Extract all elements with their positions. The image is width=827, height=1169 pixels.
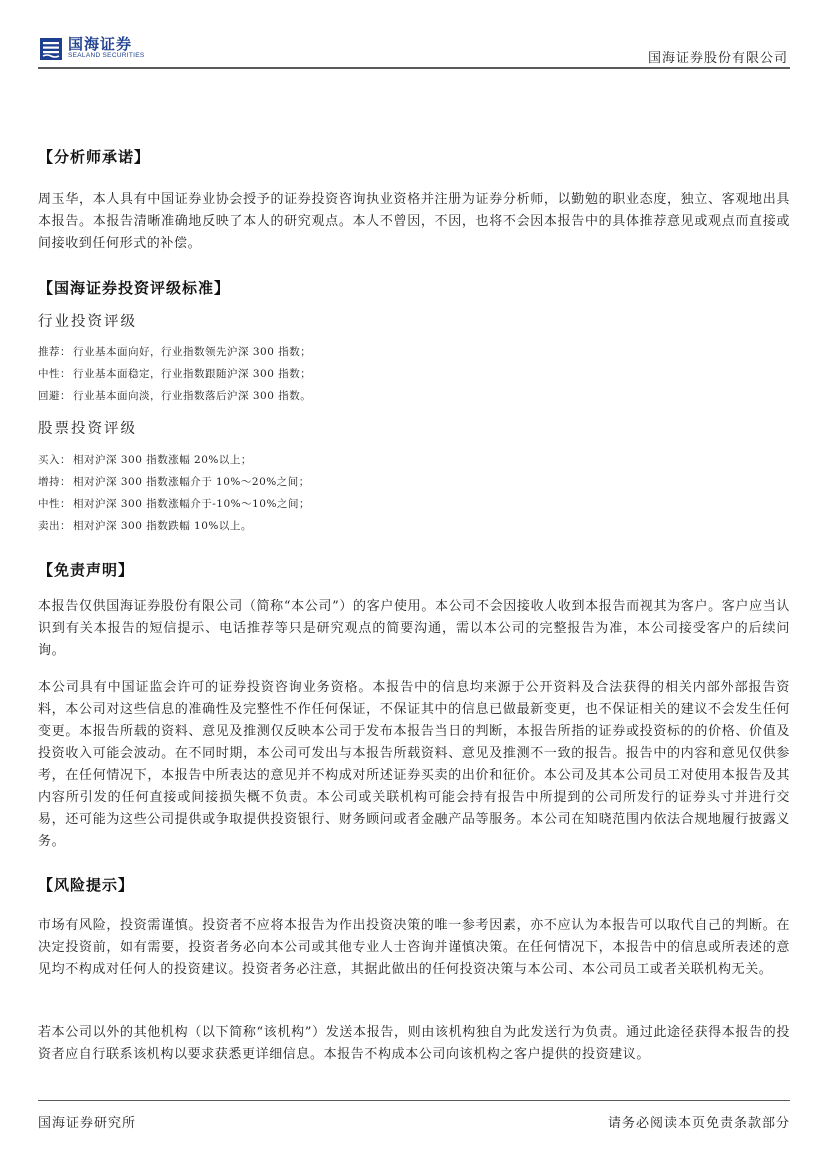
footer-divider — [38, 1100, 790, 1101]
stock-rating-item — [38, 474, 310, 489]
logo-chinese-name: 国海证券 — [68, 35, 133, 53]
logo-english-name: SEALAND SECURITIES — [68, 52, 145, 59]
stock-rating-item — [38, 518, 252, 533]
industry-rating-item — [38, 388, 311, 403]
rating-label: 回避： — [38, 390, 71, 402]
rating-desc: 相对沪深 300 指数涨幅介于 10%～20%之间； — [73, 476, 310, 488]
risk-warning-paragraph-2: 若本公司以外的其他机构（以下简称“该机构”）发送本报告，则由该机构独自为此发送行为负责。通过此途径获得本报告的投资者应自行联系该机构以要求获悉更详细信息。本报告不构成本公司向该机构之客户提供的投资建议。 — [38, 1025, 790, 1062]
rating-desc: 行业基本面向好，行业指数领先沪深 300 指数； — [73, 346, 312, 358]
header-divider — [38, 67, 790, 69]
rating-label: 中性： — [38, 368, 71, 380]
stock-rating-item — [38, 496, 310, 511]
rating-desc: 相对沪深 300 指数涨幅 20%以上； — [73, 454, 252, 466]
analyst-commitment-heading: 【分析师承诺】 — [38, 148, 151, 166]
stock-rating-item — [38, 452, 252, 467]
rating-desc: 相对沪深 300 指数涨幅介于-10%～10%之间； — [73, 498, 310, 510]
rating-label: 卖出： — [38, 520, 71, 532]
industry-rating-title: 行业投资评级 — [38, 314, 137, 330]
page-header — [38, 36, 790, 68]
rating-desc: 行业基本面稳定，行业指数跟随沪深 300 指数； — [73, 368, 312, 380]
sealand-logo-icon — [38, 36, 64, 62]
industry-rating-item — [38, 344, 311, 359]
rating-label: 买入： — [38, 454, 71, 466]
risk-warning-heading: 【风险提示】 — [38, 876, 135, 894]
rating-label: 中性： — [38, 498, 71, 510]
disclaimer-paragraph-2: 本公司具有中国证监会许可的证券投资咨询业务资格。本报告中的信息均来源于公开资料及合法获得的相关内部外部报告资料，本公司对这些信息的准确性及完整性不作任何保证，不保证其中的信息已做最新变更，也不保证相关的建议不会发生任何变更。本报告所载的资料、意见及推测仅反映本公司于发布本报告当日的判断，本报告所指的证券或投资标的的价格、价值及投资收入可能会波动。在不同时期，本公司可发出与本报告所载资料、意见及推测不一致的报告。报告中的内容和意见仅供参考，在任何情况下，本报告中所表达的意见并不构成对所述证券买卖的出价和征价。本公司及其本公司员工对使用本报告及其内容所引发的任何直接或间接损失概不负责。本公司或关联机构可能会持有报告中所提到的公司所发行的证券头寸并进行交易，还可能为这些公司提供或争取提供投资银行、财务顾问或者金融产品等服务。本公司在知晓范围内依法合规地履行披露义务。 — [38, 680, 790, 849]
rating-label: 推荐： — [38, 346, 71, 358]
stock-rating-title: 股票投资评级 — [38, 421, 137, 437]
company-logo — [38, 36, 145, 64]
rating-standard-heading: 【国海证券投资评级标准】 — [38, 279, 231, 297]
footer-disclaimer-note: 请务必阅读本页免责条款部分 — [607, 1116, 790, 1131]
footer-institute: 国海证券研究所 — [38, 1116, 137, 1131]
rating-label: 增持： — [38, 476, 71, 488]
disclaimer-heading: 【免责声明】 — [38, 561, 135, 579]
rating-desc: 相对沪深 300 指数跌幅 10%以上。 — [73, 520, 252, 532]
disclaimer-paragraph-1: 本报告仅供国海证券股份有限公司（简称“本公司”）的客户使用。本公司不会因接收人收到本报告而视其为客户。客户应当认识到有关本报告的短信提示、电话推荐等只是研究观点的简要沟通，需以本公司的完整报告为准，本公司接受客户的后续问询。 — [38, 599, 790, 658]
risk-warning-paragraph-1: 市场有风险，投资需谨慎。投资者不应将本报告为作出投资决策的唯一参考因素，亦不应认为本报告可以取代自己的判断。在决定投资前，如有需要，投资者务必向本公司或其他专业人士咨询并谨慎决策。在任何情况下，本报告中的信息或所表述的意见均不构成对任何人的投资建议。投资者务必注意，其据此做出的任何投资决策与本公司、本公司员工或者关联机构无关。 — [38, 918, 790, 977]
industry-rating-item — [38, 366, 311, 381]
analyst-commitment-text: 周玉华，本人具有中国证券业协会授予的证券投资咨询执业资格并注册为证券分析师，以勤勉的职业态度，独立、客观地出具本报告。本报告清晰准确地反映了本人的研究观点。本人不曾因，不因，也将不会因本报告中的具体推荐意见或观点而直接或间接收到任何形式的补偿。 — [38, 192, 790, 251]
rating-desc: 行业基本面向淡，行业指数落后沪深 300 指数。 — [73, 390, 312, 402]
company-name: 国海证券股份有限公司 — [647, 51, 788, 66]
